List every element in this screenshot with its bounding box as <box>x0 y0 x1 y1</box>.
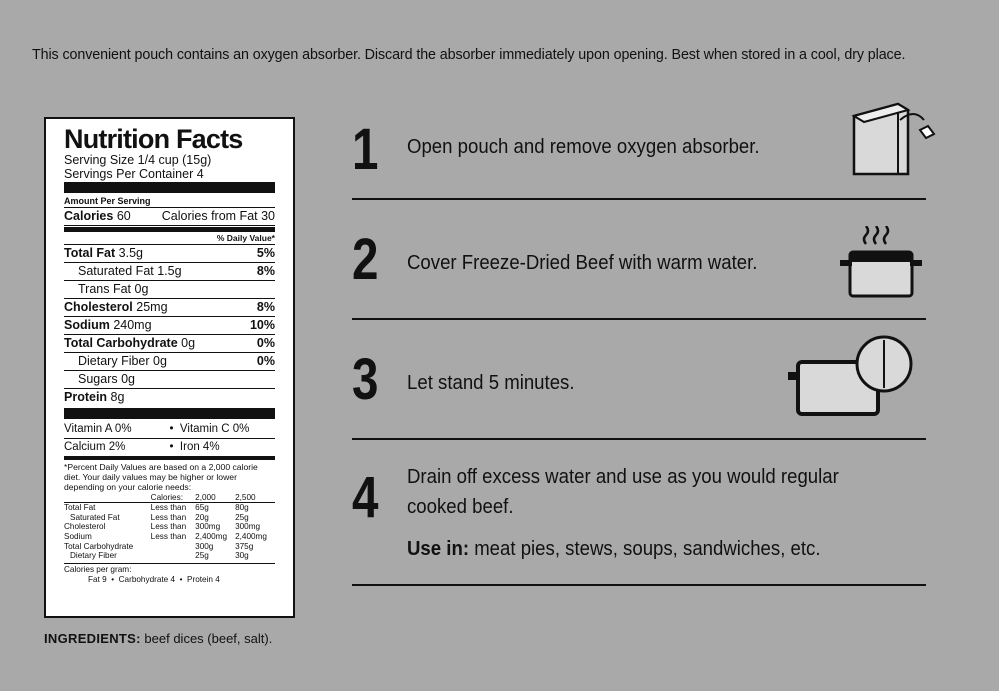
trans-fat-label: Trans Fat 0g <box>78 282 149 296</box>
trans-fat-row <box>64 281 275 299</box>
table-row <box>64 532 275 542</box>
dv-cell: Total Fat <box>64 503 96 513</box>
total-fat-pct: 5% <box>256 246 275 260</box>
storage-notice: This convenient pouch contains an oxygen absorber. Discard the absorber immediately upon opening. Best when stored in a cool, dry place. <box>32 47 906 63</box>
fiber-pct: 0% <box>256 354 275 368</box>
fiber-label: Dietary Fiber <box>78 354 150 368</box>
table-row <box>64 503 275 513</box>
step-divider <box>352 438 926 440</box>
protein-label: Protein <box>64 390 108 404</box>
dv-cell: 300g <box>195 541 214 551</box>
pot-timer-icon <box>786 334 918 420</box>
cholesterol-row <box>64 299 275 317</box>
carb-pct: 0% <box>256 336 275 350</box>
dv-cell: Dietary Fiber <box>70 551 117 561</box>
step-divider <box>352 318 926 320</box>
cholesterol-pct: 8% <box>256 300 275 314</box>
sat-fat-pct: 8% <box>256 264 275 278</box>
cpg-values: Fat 9 • Carbohydrate 4 • Protein 4 <box>88 574 220 584</box>
sat-fat-label: Saturated Fat <box>78 264 154 278</box>
dv-cell: 25g <box>195 551 209 561</box>
table-row <box>64 522 275 532</box>
step-divider <box>352 584 926 586</box>
dv-cell: 20g <box>195 512 209 522</box>
divider-medium <box>64 227 275 232</box>
dv-cell: Total Carbohydrate <box>64 541 134 551</box>
dv-cell: Less than <box>150 503 187 513</box>
servings-per-container: Servings Per Container 4 <box>64 167 204 181</box>
step-4 <box>352 458 926 578</box>
step-number: 4 <box>352 465 379 530</box>
total-fat-row <box>64 245 275 263</box>
cholesterol-amount: 25mg <box>136 300 168 314</box>
sodium-amount: 240mg <box>113 318 152 332</box>
dv-cell: 25g <box>235 512 249 522</box>
step-text-line2: cooked beef. <box>407 496 514 518</box>
carb-row <box>64 335 275 353</box>
calories-per-gram <box>64 563 275 585</box>
sat-fat-row <box>64 263 275 281</box>
step-number: 3 <box>352 347 379 412</box>
dv-header-cell <box>64 493 151 503</box>
dv-cell: 2,400mg <box>235 531 267 541</box>
dv-cell: 2,400mg <box>195 531 228 541</box>
total-fat-amount: 3.5g <box>118 246 143 260</box>
step-text-line1: Drain off excess water and use as you would regular <box>407 466 839 488</box>
nutrition-title: Nutrition Facts <box>64 124 243 154</box>
vitamins-row <box>64 421 275 439</box>
dv-cell: 375g <box>235 541 254 551</box>
dv-cell <box>151 551 195 561</box>
sugars-row <box>64 371 275 389</box>
dv-cell: 300mg <box>195 522 221 532</box>
ingredients <box>44 631 272 646</box>
sodium-label: Sodium <box>64 318 110 332</box>
sodium-pct: 10% <box>249 318 275 332</box>
vitamin-c: Vitamin C 0% <box>179 423 250 435</box>
iron: Iron 4% <box>179 441 220 453</box>
ingredients-label: INGREDIENTS: <box>44 631 141 646</box>
sugars-label: Sugars 0g <box>78 372 135 386</box>
fiber-amount: 0g <box>153 354 167 368</box>
dv-cell: 30g <box>235 551 249 561</box>
protein-row <box>64 389 275 406</box>
calories-value: 60 <box>116 209 131 223</box>
pouch-icon <box>848 100 944 180</box>
sat-fat-amount: 1.5g <box>157 264 182 278</box>
pot-icon <box>838 226 924 300</box>
vitamin-a: Vitamin A 0% <box>64 423 132 435</box>
divider-thick-2 <box>64 408 275 419</box>
dv-header-cell: 2,000 <box>195 492 216 502</box>
step-text: Let stand 5 minutes. <box>407 372 575 394</box>
daily-value-header: % Daily Value* <box>64 233 275 245</box>
use-in-line <box>407 534 821 564</box>
step-text: Cover Freeze-Dried Beef with warm water. <box>407 252 758 274</box>
amount-per-serving: Amount Per Serving <box>64 195 275 208</box>
footnote: *Percent Daily Values are based on a 2,000 calorie diet. Your daily values may be higher or lower depending on your calorie needs: <box>64 462 258 493</box>
iron-wrap: • Iron 4% <box>169 441 220 453</box>
dv-cell: Less than <box>150 522 187 532</box>
step-number: 2 <box>352 227 379 292</box>
dv-header-cell: 2,500 <box>235 492 256 502</box>
dv-cell: 80g <box>235 503 249 513</box>
dv-cell: 300mg <box>235 522 261 532</box>
step-1 <box>352 118 926 198</box>
fiber-row <box>64 353 275 371</box>
daily-value-table <box>64 493 275 561</box>
minerals-row <box>64 439 275 460</box>
dv-cell: Less than <box>150 531 187 541</box>
use-in-label: Use in: <box>407 538 470 560</box>
cholesterol-label: Cholesterol <box>64 300 133 314</box>
step-number: 1 <box>352 117 379 182</box>
cpg-label: Calories per gram: <box>64 564 132 574</box>
table-row <box>64 542 275 552</box>
carb-label: Total Carbohydrate <box>64 336 178 350</box>
total-fat-label: Total Fat <box>64 246 116 260</box>
calcium: Calcium 2% <box>64 441 126 453</box>
dv-cell: Less than <box>150 512 187 522</box>
dv-cell: Saturated Fat <box>70 512 120 522</box>
vitamin-c-wrap: • Vitamin C 0% <box>169 423 250 435</box>
protein-amount: 8g <box>110 390 125 404</box>
calories-label: Calories <box>64 209 114 223</box>
dv-header-cell: Calories: <box>150 492 183 502</box>
calories-row <box>64 208 275 226</box>
sodium-row <box>64 317 275 335</box>
table-row <box>64 513 275 523</box>
divider-thick <box>64 182 275 193</box>
calories-from-fat: Calories from Fat 30 <box>161 209 275 223</box>
dv-cell: 65g <box>195 503 209 513</box>
dv-cell: Cholesterol <box>64 522 106 532</box>
dv-cell: Sodium <box>64 531 92 541</box>
step-text: Open pouch and remove oxygen absorber. <box>407 136 760 158</box>
step-divider <box>352 198 926 200</box>
carb-amount: 0g <box>181 336 196 350</box>
serving-size: Serving Size 1/4 cup (15g) <box>64 153 212 167</box>
table-row <box>64 551 275 561</box>
dv-cell <box>151 542 195 552</box>
ingredients-text: beef dices (beef, salt). <box>144 631 273 646</box>
use-in-text: meat pies, stews, soups, sandwiches, etc. <box>474 538 821 560</box>
nutrition-facts-label <box>44 117 295 618</box>
